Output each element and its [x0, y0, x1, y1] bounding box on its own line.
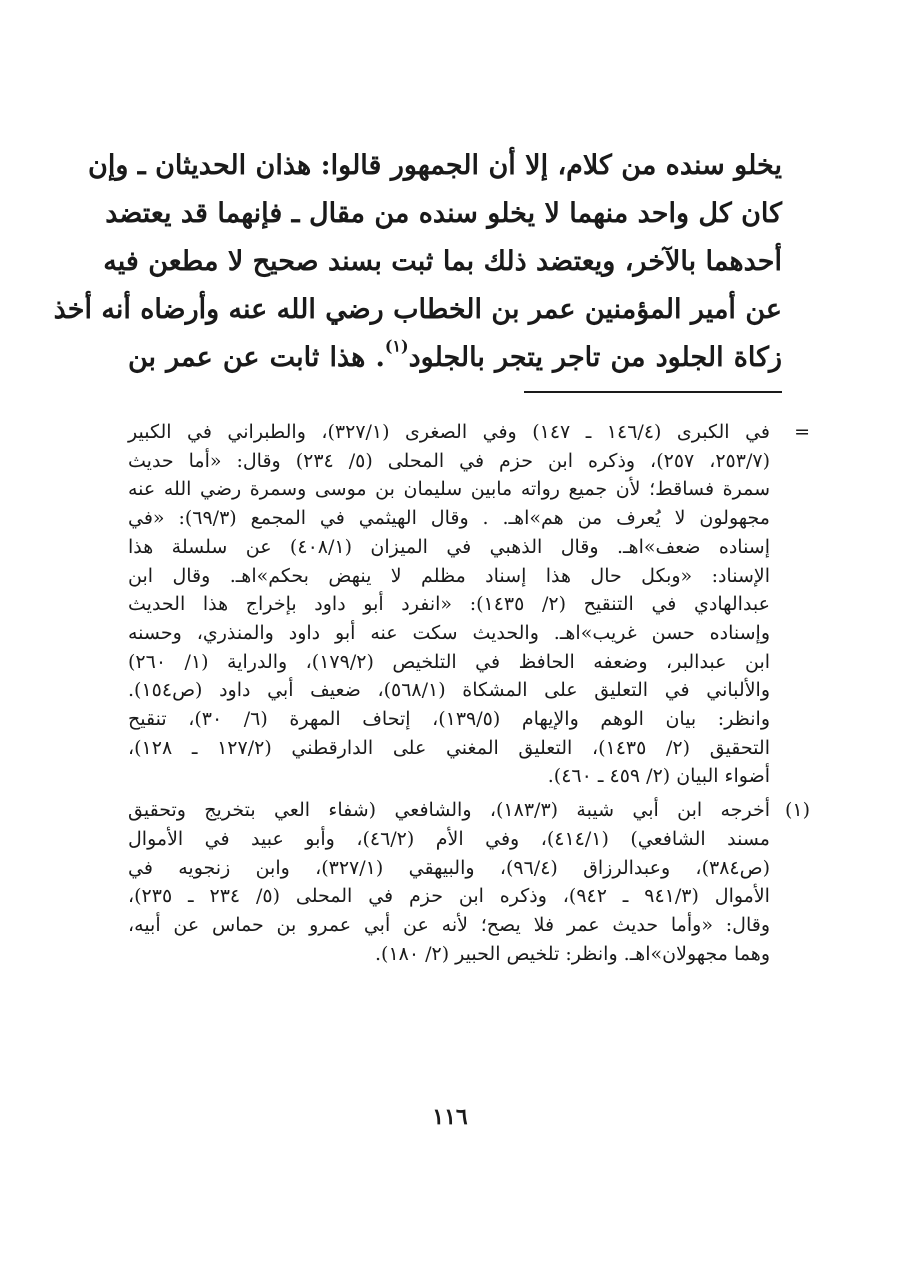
footnote-line: عبدالهادي في التنقيح (٢/ ١٤٣٥): «انفرد أبو داود بإخراج هذا الحديث: [128, 593, 770, 616]
footnote-line: سمرة فساقط؛ لأن جميع رواته مابين سليمان بن موسى وسمرة رضي الله عنه: [128, 478, 770, 501]
footnote-line: أخرجه ابن أبي شيبة (١٨٣/٣)، والشافعي (شفاء العي بتخريج وتحقيق: [128, 799, 770, 822]
footnote-line: إسناده ضعف»اهـ. وقال الذهبي في الميزان (٤٠٨/١) عن سلسلة هذا: [128, 535, 770, 558]
main-text-fragment: زكاة الجلود من تاجر يتجر بالجلود: [408, 342, 782, 373]
footnote-line: في الكبرى (١٤٦/٤ ـ ١٤٧) وفي الصغرى (٣٢٧/١)، والطبراني في الكبير: [128, 421, 770, 443]
main-text: [53, 142, 782, 382]
footnote-body: [128, 796, 770, 968]
footnote-line: (ص٣٨٤)، وعبدالرزاق (٩٦/٤)، والبيهقي (٣٢٧/١)، وابن زنجويه في: [128, 856, 770, 879]
footnote-continuation: [128, 418, 810, 791]
footnote-line: والألباني في التعليق على المشكاة (٥٦٨/١)، ضعيف أبي داود (ص١٥٤).: [128, 679, 770, 702]
main-text-fragment: . هذا ثابت عن عمر بن: [128, 342, 385, 373]
footnote-separator: [524, 391, 782, 393]
footnote-reference: (١): [384, 336, 409, 356]
footnote-line: وإسناده حسن غريب»اهـ. والحديث سكت عنه أبو داود والمنذري، وحسنه: [128, 621, 770, 644]
footnote-line: مجهولون لا يُعرف من هم»اهـ. . وقال الهيثمي في المجمع (٦٩/٣): «في: [128, 507, 770, 530]
footnote-line: التحقيق (٢/ ١٤٣٥)، التعليق المغني على الدارقطني (١٢٧/٢ ـ ١٢٨)،: [128, 736, 770, 759]
main-text-line: كان كل واحد منهما لا يخلو سنده من مقال ـ فإنهما قد يعتضد: [105, 198, 782, 229]
main-text-line: أحدهما بالآخر، ويعتضد ذلك بما ثبت بسند صحيح لا مطعن فيه: [103, 246, 782, 277]
footnote-line: الإسناد: «وبكل حال هذا إسناد مظلم لا ينهض بحكم»اهـ. وقال ابن: [128, 564, 770, 587]
footnote-line: وقال: «وأما حديث عمر فلا يصح؛ لأنه عن أبي عمرو بن حماس عن أبيه،: [128, 913, 770, 936]
footnote-line: وهما مجهولان»اهـ. وانظر: تلخيص الحبير (٢/ ١٨٠).: [374, 942, 770, 965]
footnote-line: مسند الشافعي) (٤١٤/١)، وفي الأم (٤٦/٢)، وأبو عبيد في الأموال: [128, 827, 770, 850]
continuation-marker: =: [794, 421, 810, 443]
footnotes: [128, 418, 810, 973]
footnote-1: [128, 796, 810, 968]
footnote-line: ابن عبدالبر، وضعفه الحافظ في التلخيص (١٧٩/٢)، والدراية (١/ ٢٦٠): [128, 650, 771, 673]
main-text-line: عن أمير المؤمنين عمر بن الخطاب رضي الله عنه وأرضاه أنه أخذ: [53, 294, 782, 325]
footnote-body: [128, 418, 770, 791]
footnote-line: (٢٥٣/٧، ٢٥٧)، وذكره ابن حزم في المحلى (٥/ ٢٣٤) وقال: «أما حديث: [128, 449, 770, 472]
page-number: ١١٦: [432, 1104, 468, 1130]
footnote-line: الأموال (٩٤١/٣ ـ ٩٤٢)، وذكره ابن حزم في المحلى (٥/ ٢٣٤ ـ ٢٣٥)،: [128, 885, 770, 908]
main-text-line: [128, 334, 782, 382]
footnote-line: وانظر: بيان الوهم والإيهام (١٣٩/٥)، إتحاف المهرة (٦/ ٣٠)، تنقيح: [128, 708, 771, 731]
main-text-line: يخلو سنده من كلام، إلا أن الجمهور قالوا: هذان الحديثان ـ وإن: [88, 150, 782, 181]
footnote-number: (١): [784, 799, 810, 822]
footnote-line: أضواء البيان (٢/ ٤٥٩ ـ ٤٦٠).: [547, 765, 770, 788]
